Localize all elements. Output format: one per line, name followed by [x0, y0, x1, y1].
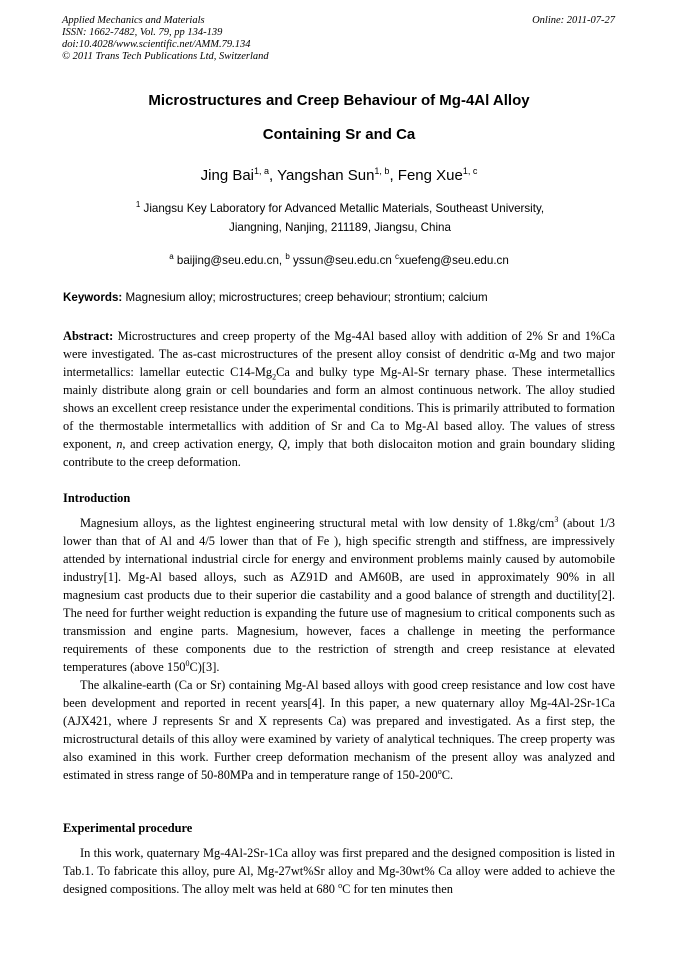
abstract [63, 327, 615, 471]
affiliation-mark: 1 [135, 200, 141, 209]
abstract-label: Abstract: [63, 329, 114, 343]
section-heading-introduction: Introduction [63, 491, 131, 505]
issn-line: ISSN: 1662-7482, Vol. 79, pp 134-139 [62, 27, 223, 38]
journal-name: Applied Mechanics and Materials [62, 15, 205, 26]
body-text: C. [441, 768, 454, 782]
body-text: In this work, quaternary Mg-4Al-2Sr-1Ca alloy was first prepared and the designed composition is listed in Tab.1. To fabricate this alloy, pure Al, Mg-27wt%Sr alloy and Mg-30wt% Ca alloy were added to achieve the designed compositions. The alloy melt was held at 680 [63, 846, 615, 896]
experimental-paragraph [63, 844, 615, 898]
affiliation [90, 195, 590, 237]
author-name: Jing Bai [200, 167, 255, 184]
keywords [63, 291, 623, 304]
email-address[interactable]: yssun@seu.edu.cn [293, 253, 392, 267]
email-address[interactable]: baijing@seu.edu.cn [176, 253, 279, 267]
body-text: Magnesium alloys, as the lightest engineering structural metal with low density of 1.8kg/cm [80, 516, 555, 530]
body-text: (about 1/3 lower than that of Al and 4/5 lower than that of Fe ), high specific strength and stiffness, are impressively attended by international industrial circle for energy and environment problems mainly caused by automobile industry[1]. Mg-Al based alloys, such as AZ91D and AM60B, are used in approximately 90% in all magnesium cast products due to their superior die castability and a good balance of strength and ductility[2]. The need for further weight reduction is expanding the future use of magnesium to critical components such as transmission and engine parts. Magnesium, however, faces a challenge in meeting the performance requirements of these components due to the restriction of strength and creep resistance at elevated temperatures (above 150 [63, 516, 615, 674]
abstract-text: , imply that both dislocaiton motion and grain boundary sliding contribute to the creep deformation. [63, 437, 615, 469]
keywords-label: Keywords: [63, 291, 123, 304]
body-text: The alkaline-earth (Ca or Sr) containing Mg-Al based alloys with good creep resistance and low cost have been development and reported in recent years[4]. In this paper, a new quaternary alloy Mg-4Al-2Sr-1Ca (AJX421, where J represents Sr and X represents Ca) was prepared and investigated. As a first step, the microstructural details of this alloy were examined by variety of analytical techniques. The creep property was also examined in this work. Further creep deformation mechanism of the present alloy was analyzed and estimated in stress range of 50-80MPa and in temperature range of 150-200 [63, 678, 615, 782]
subscript: 2 [272, 372, 277, 382]
affiliation-line2: Jiangning, Nanjing, 211189, Jiangsu, China [229, 220, 451, 234]
keywords-text: Magnesium alloy; microstructures; creep behaviour; strontium; calcium [125, 291, 488, 304]
abstract-text: Ca and bulky type Mg-Al-Sr ternary phase. These intermetallics mainly distribute along grain or cell boundaries and form an almost continuous network. The alloy studied shows an excellent creep resistance under the experimental conditions. This is primarily attributed to formation of the thermostable intermetallics with addition of Sr and Ca to Mg-Al based alloy. The values of stress exponent, [63, 365, 615, 451]
affiliation-line1: Jiangsu Key Laboratory for Advanced Metallic Materials, Southeast University, [143, 201, 545, 215]
introduction-paragraph [63, 676, 615, 784]
paper-title-line2: Containing Sr and Ca [262, 126, 416, 143]
abstract-text: Microstructures and creep property of the Mg-4Al based alloy with addition of 2% Sr and 1%Ca were investigated. The as-cast microstructures of the present alloy consist of dendritic α-Mg and two major intermetallics: lamellar eutectic C14-Mg [63, 329, 615, 379]
body-text: C)[3]. [189, 660, 220, 674]
abstract-text: , and creep activation energy, [122, 437, 279, 451]
copyright-line: © 2011 Trans Tech Publications Ltd, Switzerland [62, 51, 269, 62]
email-list: $^a$ baijing@seu.edu.cn, $^b$ yssun@seu.edu.cn $^c$xuefeng@seu.edu.cn [169, 252, 509, 267]
paper-title-line1: Microstructures and Creep Behaviour of Mg-4Al Alloy [148, 92, 530, 109]
symbol-q: Q [278, 437, 288, 451]
degree-mark: 0 [185, 658, 190, 668]
online-date: Online: 2011-07-27 [532, 15, 615, 26]
introduction-paragraph [63, 514, 615, 676]
author-affil-mark: 1, c [462, 166, 478, 176]
author-affil-mark: 1, a [254, 166, 270, 176]
body-text: C for ten minutes then [342, 882, 453, 896]
author-list: Jing Bai$^{1, a}$, Yangshan Sun$^{1, b}$, Feng Xue$^{1, c}$ [200, 166, 478, 184]
degree-mark: o [338, 880, 343, 890]
degree-mark: o [437, 766, 442, 776]
email-mark: c [395, 252, 400, 261]
author-name: Feng Xue [397, 167, 463, 184]
email-mark: a [169, 252, 174, 261]
journal-header [62, 15, 269, 63]
doi-line: doi:10.4028/www.scientific.net/AMM.79.134 [62, 39, 251, 50]
superscript: 3 [554, 514, 559, 524]
symbol-n: n [116, 437, 123, 451]
email-address[interactable]: xuefeng@seu.edu.cn [399, 253, 509, 267]
email-mark: b [285, 252, 290, 261]
author-affil-mark: 1, b [374, 166, 390, 176]
author-name: Yangshan Sun [277, 167, 375, 184]
section-heading-experimental: Experimental procedure [63, 821, 193, 835]
